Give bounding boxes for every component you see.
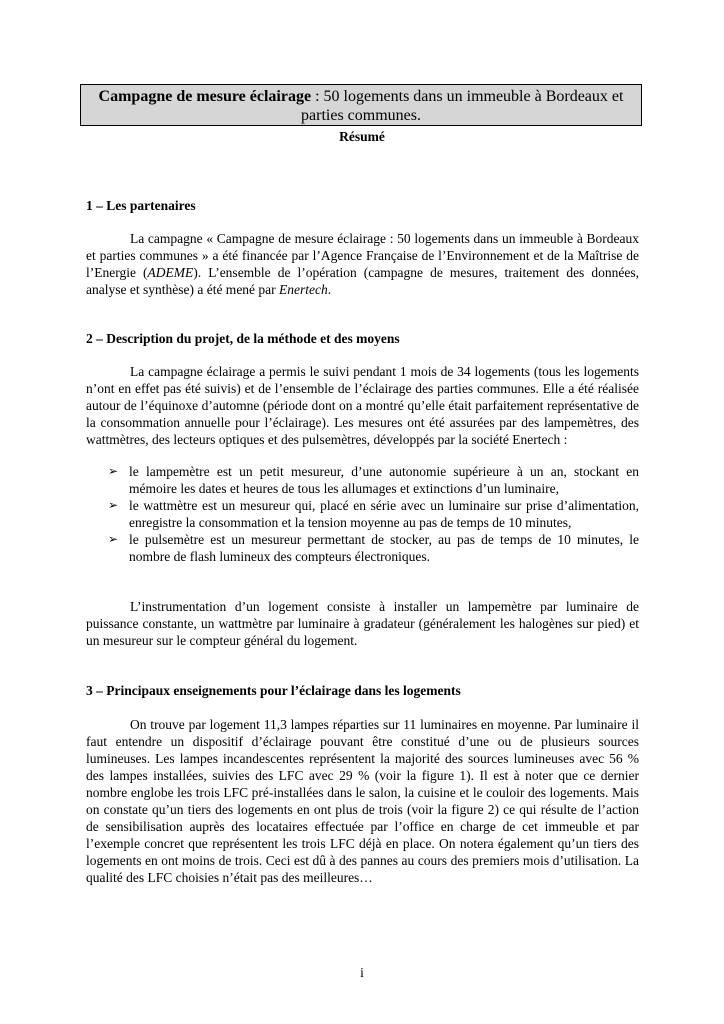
arrow-bullet-icon: ➢ xyxy=(108,532,119,546)
s2-para1-text: La campagne éclairage a permis le suivi pendant 1 mois de 34 logements (tous les logements n’ont en effet pas été suivis) et de l’ensemble de l’éclairage des parties communes. Elle a été réalisée autour de l’équinoxe d’automne (période dont on a montré qu’elle était parfaitement représentative de la consommation annuelle pour l’éclairage). Les mesures ont été assurées par des lampemètres, des wattmètres, des lecteurs optiques et des pulsemètres, développés par la société Enertech : xyxy=(86,364,639,447)
section-2-paragraph-2 xyxy=(86,598,639,649)
list-item: ➢ le pulsemètre est un mesureur permettant de stocker, au pas de temps de 10 minutes, le nombre de flash lumineux des compteurs électroniques. xyxy=(108,532,639,564)
section-2-heading: 2 – Description du projet, de la méthode et des moyens xyxy=(86,331,400,346)
arrow-bullet-icon: ➢ xyxy=(108,498,119,512)
section-2-paragraph-1 xyxy=(86,363,639,448)
list-item: ➢ le wattmètre est un mesureur qui, placé en série avec un luminaire sur prise d’alimentation, enregistre la consommation et la tension moyenne au pas de temps de 10 minutes, xyxy=(108,498,639,530)
title-bold: Campagne de mesure éclairage xyxy=(98,88,312,105)
section-1-paragraph xyxy=(86,230,639,298)
s1-text-2: ). L’ensemble de l’opération (campagne de mesures, traitement des données, analyse et synthèse) a été mené par xyxy=(86,265,639,297)
section-3-paragraph xyxy=(86,716,639,886)
s1-text-3: . xyxy=(327,282,332,297)
section-1-heading: 1 – Les partenaires xyxy=(86,198,196,213)
enertech-italic: Enertech xyxy=(279,282,328,297)
title-box xyxy=(80,84,642,126)
section-3-heading: 3 – Principaux enseignements pour l’éclairage dans les logements xyxy=(86,683,461,698)
instrument-list xyxy=(86,463,639,565)
s1-text-1: La campagne « Campagne de mesure éclairage : 50 logements dans un immeuble à Bordeaux et parties communes » a été financée par l’Agence Française de l’Environnement et de la Maîtrise de l’Energie ( xyxy=(86,231,639,280)
resume-heading: Résumé xyxy=(339,129,385,144)
s3-para1-text: On trouve par logement 11,3 lampes réparties sur 11 luminaires en moyenne. Par luminaire il faut entendre un dispositif d’éclairage pouvant être constitué d’une ou de plusieurs sources lumineuses. Les lampes incandescentes représentent la majorité des sources lumineuses avec 56 % des lampes installées, suivies des LFC avec 29 % (voir la figure 1). Il est à noter que ce dernier nombre englobe les trois LFC pré-installées dans le salon, la cuisine et le couloir des logements. Mais on constate qu’un tiers des logements en ont plus de trois (voir la figure 2) ce qui résulte de l’action de sensibilisation auprès des locataires effectuée par l’office en charge de cet immeuble et par l’exemple concret que représentent les trois LFC déjà en place. On notera également qu’un tiers des logements en ont moins de trois. Ceci est dû à des pannes au cours des premiers mois d’utilisation. La qualité des LFC choisies n’était pas des meilleures… xyxy=(86,717,639,885)
title-rest: : 50 logements dans un immeuble à Bordeaux et parties communes. xyxy=(301,88,624,124)
s2-para2-text: L’instrumentation d’un logement consiste à installer un lampemètre par luminaire de puissance constante, un wattmètre par luminaire à gradateur (généralement les halogènes sur pied) et un mesureur sur le compteur général du logement. xyxy=(86,599,639,648)
page-number: i xyxy=(360,965,364,980)
arrow-bullet-icon: ➢ xyxy=(108,464,119,478)
ademe-italic: ADEME xyxy=(147,265,194,280)
list-item: ➢ le lampemètre est un petit mesureur, d’une autonomie supérieure à un an, stockant en mémoire les dates et heures de tous les allumages et extinctions d’un luminaire, xyxy=(108,464,639,496)
